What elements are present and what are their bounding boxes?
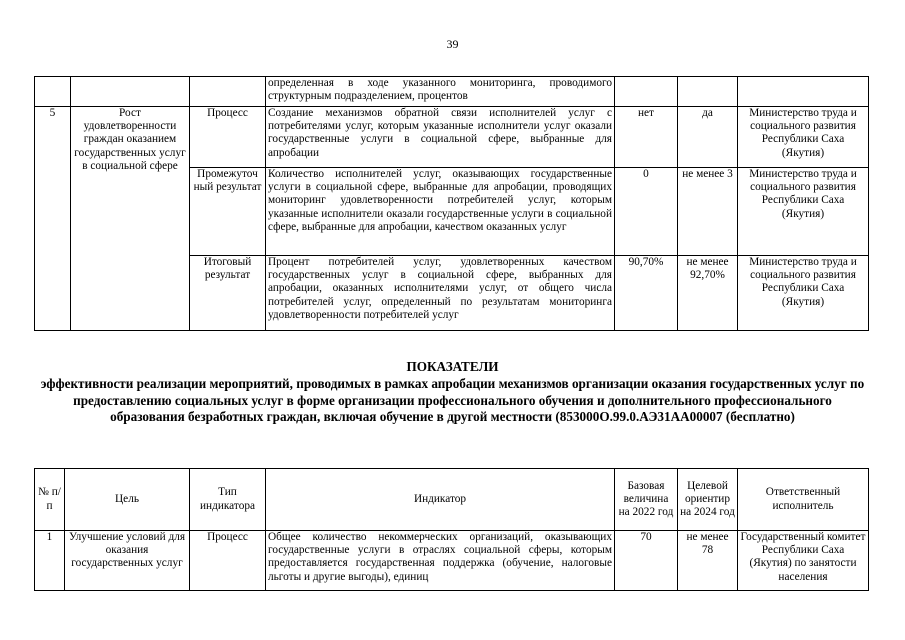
base-value-cell: 70 [615,531,678,591]
indicator-type-cell: Промежуточ ный результат [190,168,266,256]
table-cell [190,77,266,107]
top-table [34,76,869,331]
column-header-number: № п/п [35,469,65,531]
section-subtitle: эффективности реализации мероприятий, проводимых в рамках апробации механизмов организации оказания государственных услуг по предоставлению социальных услуг в форме организации профессионального обучения и дополнительного профессионального образования безработных граждан, включая обучение в другой местности (853000О.99.0.АЭ31АА00007 (бесплатно) [40,376,865,424]
column-header-indicator: Индикатор [266,469,615,531]
section-title: ПОКАЗАТЕЛИ [406,359,499,374]
responsible-cell: Министерство труда и социального развития Республики Саха (Якутия) [738,256,869,331]
base-value-cell: нет [615,107,678,168]
indicator-type-cell: Процесс [190,531,266,591]
table-cell [738,77,869,107]
table-cell [615,77,678,107]
indicator-cell: определенная в ходе указанного мониторинга, проводимого структурным подразделением, процентов [266,77,615,107]
base-value-cell: 90,70% [615,256,678,331]
target-value-cell: не менее 78 [678,531,738,591]
table-row [35,77,869,107]
indicator-cell: Создание механизмов обратной связи исполнителей услуг с потребителями услуг, которым указанные исполнители услуг оказали государственные услуги в социальной сфере, выбранные для апробации [266,107,615,168]
goal-cell: Улучшение условий для оказания государственных услуг [65,531,190,591]
table-cell [35,77,71,107]
responsible-cell: Государственный комитет Республики Саха (Якутия) по занятости населения [738,531,869,591]
indicator-type-cell: Итоговый результат [190,256,266,331]
bottom-table [34,468,869,591]
goal-cell: Рост удовлетворенности граждан оказанием государственных услуг в социальной сфере [71,107,190,331]
indicator-type-cell: Процесс [190,107,266,168]
table-row [35,107,869,168]
column-header-responsible: Ответственный исполнитель [738,469,869,531]
column-header-base: Базовая величина на 2022 год [615,469,678,531]
responsible-cell: Министерство труда и социального развития Республики Саха (Якутия) [738,107,869,168]
table-header-row [35,469,869,531]
responsible-cell: Министерство труда и социального развития Республики Саха (Якутия) [738,168,869,256]
indicator-cell: Процент потребителей услуг, удовлетворенных качеством государственных услуг в социальной сфере, выбранных для апробации, оказанных исполнителями услуг, от общего числа потребителей услуг, определенный по результатам мониторинга удовлетворенности потребителей услуг [266,256,615,331]
target-value-cell: не менее 3 [678,168,738,256]
base-value-cell: 0 [615,168,678,256]
target-value-cell: да [678,107,738,168]
indicator-cell: Общее количество некоммерческих организаций, оказывающих государственные услуги в отраслях социальной сферы, которым предоставляется государственная поддержка (обучение, налоговые льготы и другие выгоды), единиц [266,531,615,591]
column-header-goal: Цель [65,469,190,531]
row-number-cell: 5 [35,107,71,331]
table-cell [71,77,190,107]
indicator-cell: Количество исполнителей услуг, оказывающих государственные услуги в социальной сфере, выбранные для апробации, проводящих мониторинг удовлетворенности потребителей услуг, которым указанные исполнители оказали государственные услуги в социальной сфере, выбранные для апробации, качеством оказанных услуг [266,168,615,256]
column-header-target: Целевой ориентир на 2024 год [678,469,738,531]
page-number: 39 [446,37,459,51]
column-header-type: Тип индикатора [190,469,266,531]
target-value-cell: не менее 92,70% [678,256,738,331]
row-number-cell: 1 [35,531,65,591]
table-row [35,531,869,591]
table-cell [678,77,738,107]
